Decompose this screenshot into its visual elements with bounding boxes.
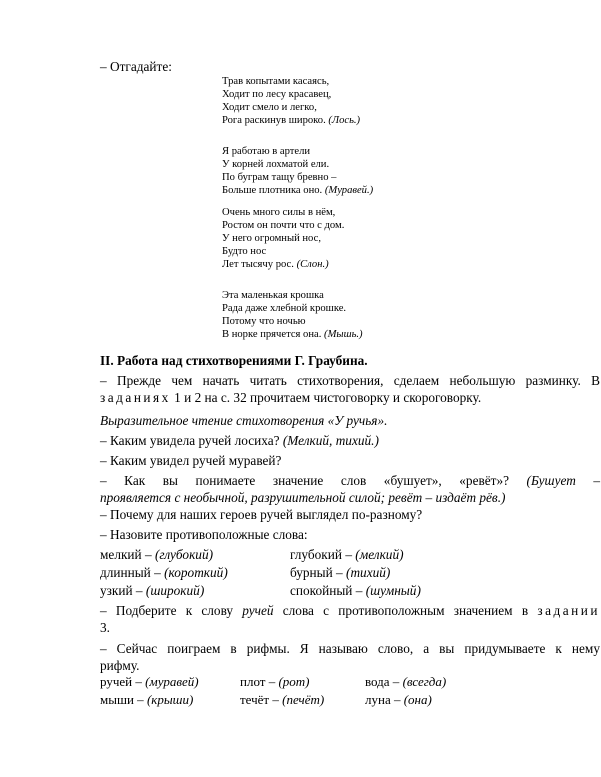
rhyme-4: мыши – (крыши) (100, 692, 194, 707)
rhyme-2: плот – (рот) (240, 674, 310, 689)
paragraph-line: заданиях 1 и 2 на с. 32 прочитаем чистоговорку и скороговорку. (100, 390, 482, 405)
riddle-line: Ходит по лесу красавец, (222, 89, 332, 100)
riddle-line: Эта маленькая крошка (222, 290, 324, 301)
riddle-line: Ростом он почти что с дом. (222, 220, 345, 231)
riddle-answer: (Муравей.) (324, 185, 374, 196)
opposite-right-1: глубокий – (мелкий) (290, 547, 404, 562)
opposite-left-1: мелкий – (глубокий) (100, 547, 214, 562)
riddle-answer: (Мышь.) (324, 329, 363, 340)
riddle-line: Лет тысячу рос. (Слон.) (222, 259, 329, 270)
intro-text: – Отгадайте: (100, 59, 172, 74)
riddle-line: Больше плотника оно. (Муравей.) (222, 185, 374, 196)
opposite-left-3: узкий – (широкий) (100, 583, 205, 598)
warmup-paragraph (100, 372, 600, 406)
riddle-line: Рога раскинув широко. (Лось.) (222, 115, 361, 126)
reading-title: Выразительное чтение стихотворения «У ручья». (100, 413, 388, 428)
paragraph-line: рифму. (100, 658, 140, 673)
rhyme-1: ручей – (муравей) (100, 674, 199, 689)
paragraph-line: проявляется с необычной, разрушительной силой; ревёт – издаёт рёв.) (100, 490, 506, 505)
opposite-right-3: спокойный – (шумный) (290, 583, 421, 598)
riddle-answer: (Слон.) (296, 259, 329, 270)
riddle-line: У корней лохматой ели. (222, 159, 330, 170)
rhyme-6: луна – (она) (365, 692, 432, 707)
paragraph-line: – Как вы понимаете значение слов «бушует», «ревёт»? (Бушует – (100, 473, 600, 488)
riddle-line: Очень много силы в нём, (222, 207, 336, 218)
rhyme-5: течёт – (печёт) (240, 692, 325, 707)
question-5: – Назовите противоположные слова: (100, 527, 308, 542)
riddle-line: Трав копытами касаясь, (222, 76, 330, 87)
paragraph-line: – Прежде чем начать читать стихотворения, сделаем небольшую разминку. В (100, 373, 600, 388)
question-6 (100, 602, 600, 636)
riddle-line: По буграм тащу бревно – (222, 172, 337, 183)
paragraph-line: – Сейчас поиграем в рифмы. Я называю слово, а вы придумываете к нему (100, 641, 600, 656)
paragraph-line: 3. (100, 620, 110, 635)
question-2: – Каким увидел ручей муравей? (100, 453, 282, 468)
riddle-line: Рада даже хлебной крошке. (222, 303, 347, 314)
riddle-line: Я работаю в артели (222, 146, 311, 157)
question-4: – Почему для наших героев ручей выглядел по-разному? (100, 507, 423, 522)
rhyme-3: вода – (всегда) (365, 674, 447, 689)
riddle-ant (222, 145, 373, 197)
riddle-line: Будто нос (222, 246, 267, 257)
section-title: II. Работа над стихотворениями Г. Граубина. (100, 353, 368, 368)
question-7 (100, 640, 600, 674)
question-3 (100, 472, 600, 506)
riddle-line: Потому что ночью (222, 316, 306, 327)
paragraph-line: – Подберите к слову ручей слова с противоположным значением в задании (100, 603, 600, 618)
riddle-line: Ходит смело и легко, (222, 102, 317, 113)
riddle-elephant (222, 206, 344, 271)
opposite-right-2: бурный – (тихий) (290, 565, 391, 580)
riddle-moose (222, 75, 360, 127)
answer: (Мелкий, тихий.) (282, 433, 379, 448)
question-1: – Каким увидела ручей лосиха? (Мелкий, тихий.) (100, 433, 379, 448)
riddle-line: В норке прячется она. (Мышь.) (222, 329, 363, 340)
opposite-left-2: длинный – (короткий) (100, 565, 228, 580)
riddle-mouse (222, 289, 363, 341)
riddle-line: У него огромный нос, (222, 233, 321, 244)
riddle-answer: (Лось.) (328, 115, 361, 126)
